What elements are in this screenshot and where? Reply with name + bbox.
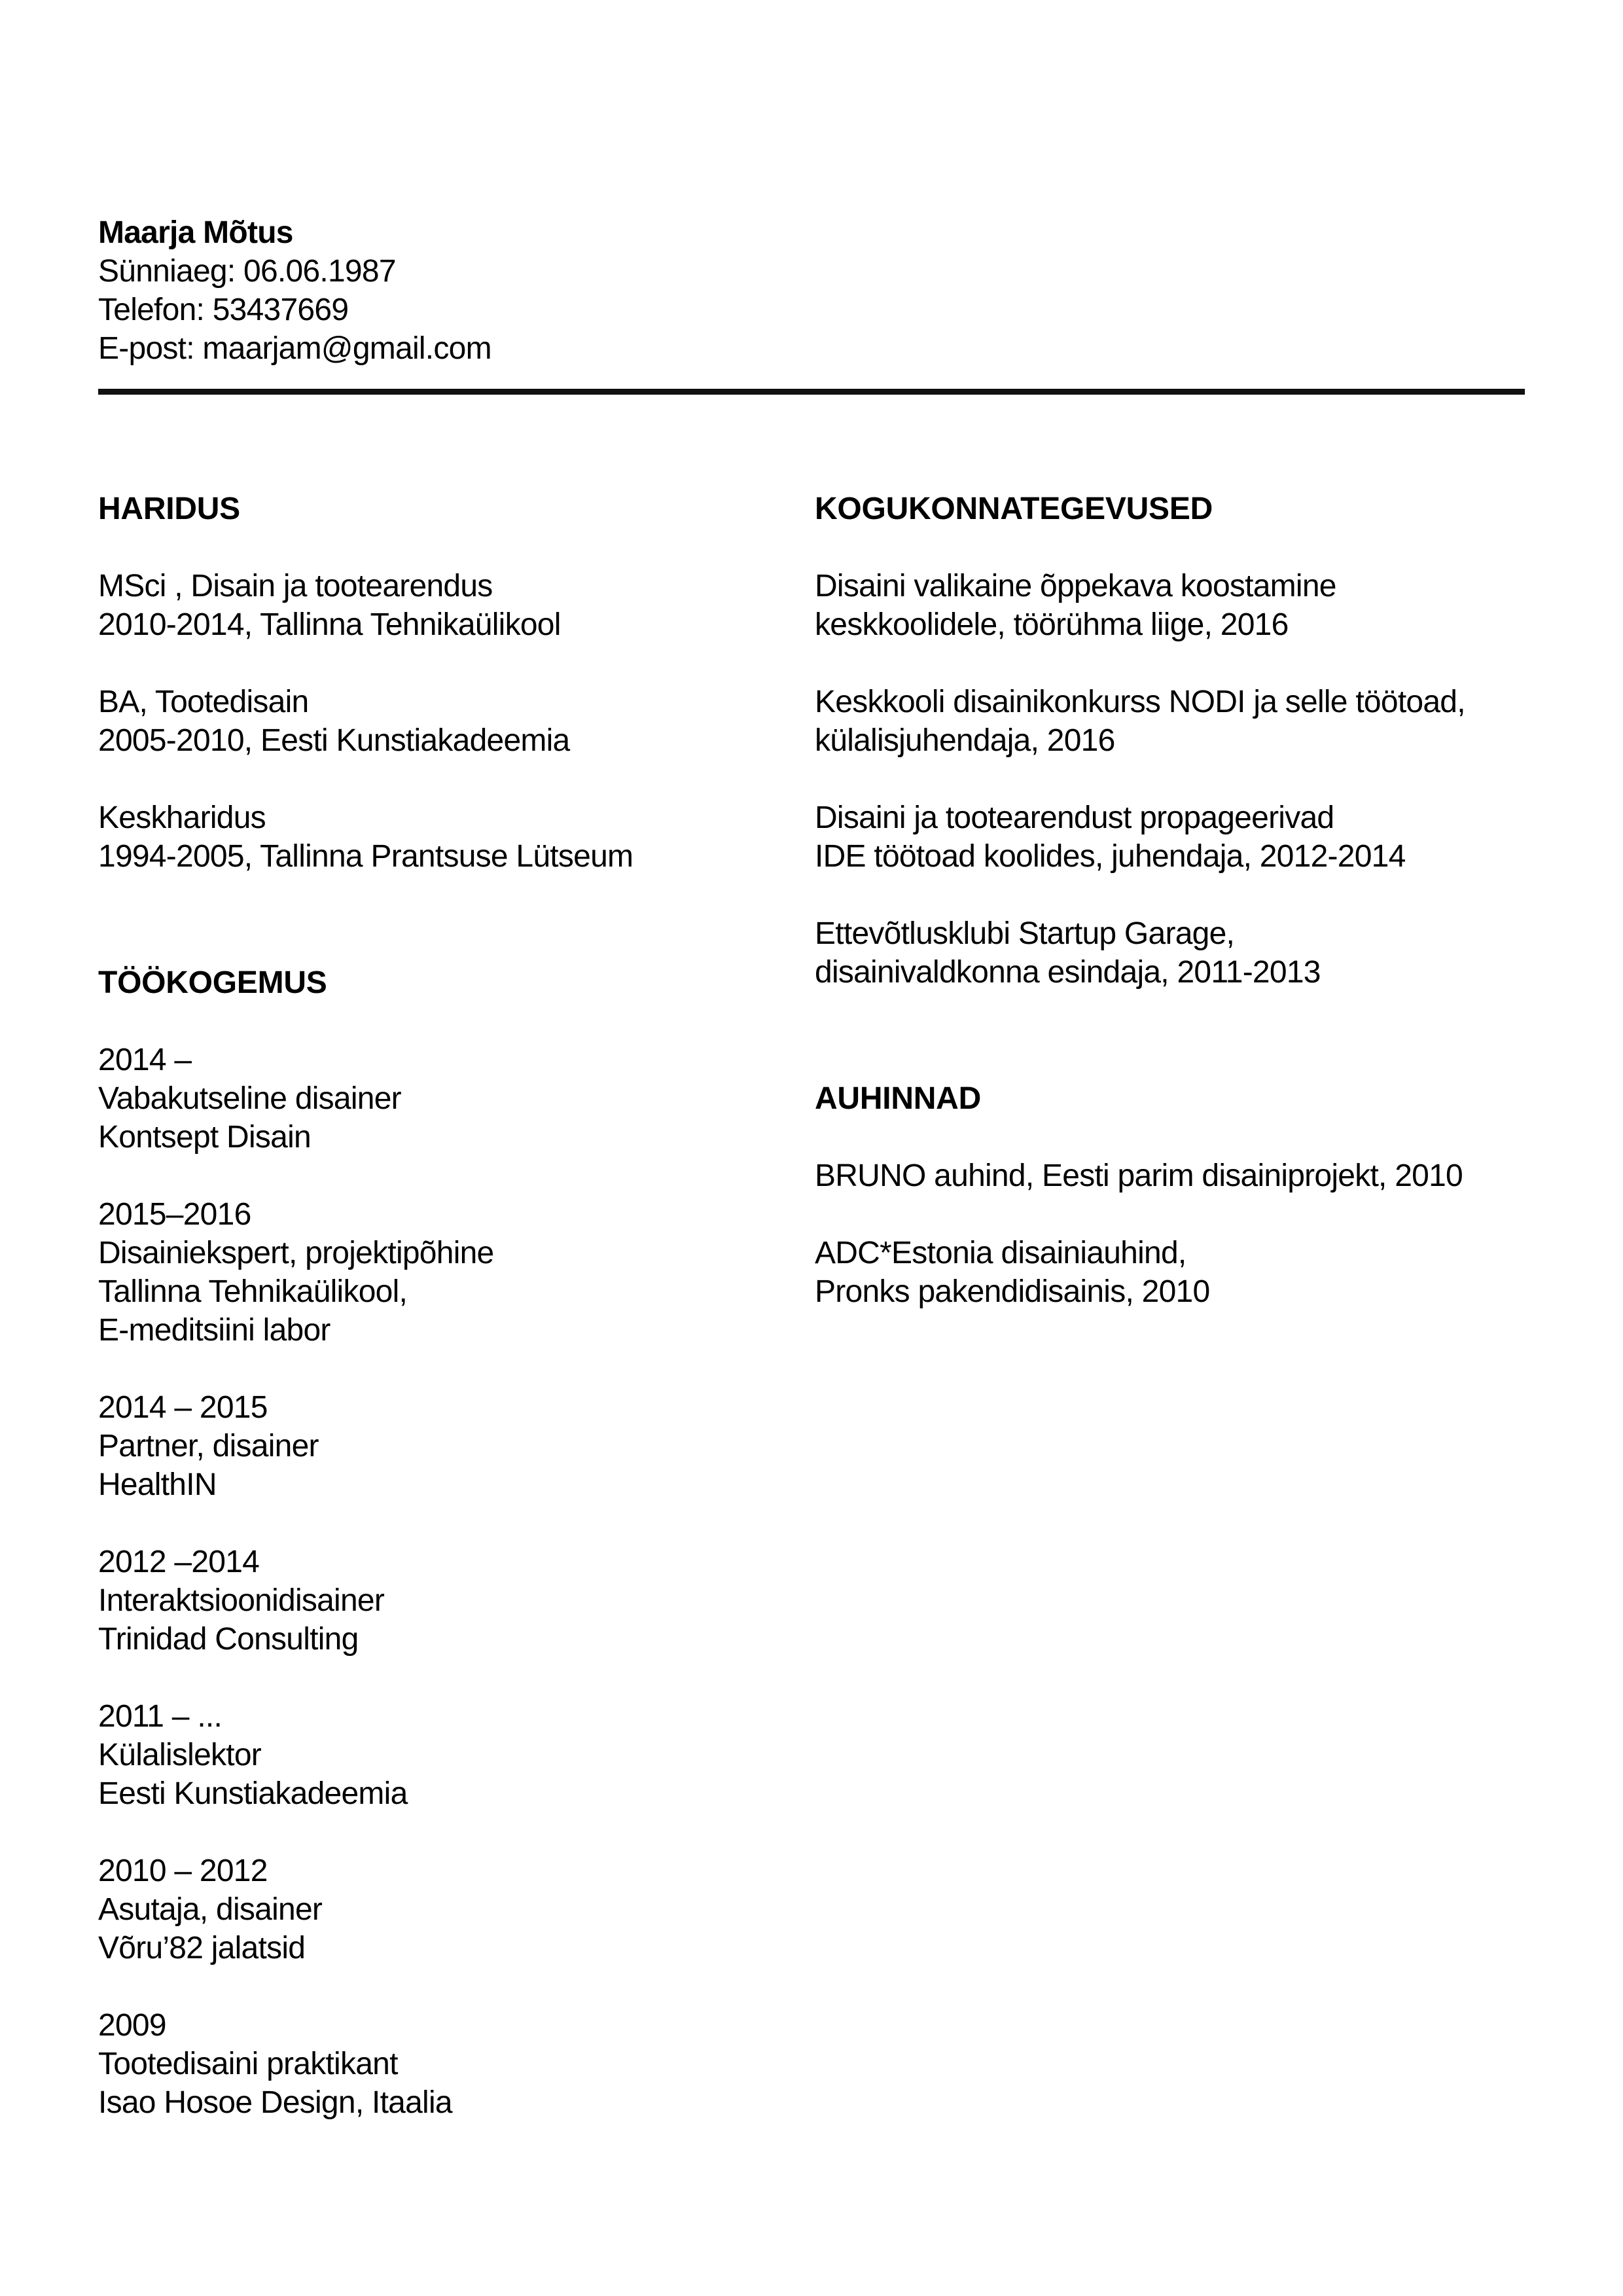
work-entry [98,1543,815,1659]
contact-birthdate: Sünniaeg: 06.06.1987 [98,254,396,289]
section-title-tookogemus: TÖÖKOGEMUS [98,965,327,1000]
contact-name: Maarja Mõtus [98,215,293,250]
award-entry [815,1157,1525,1195]
entry-line: IDE töötoad koolides, juhendaja, 2012-2014 [815,839,1406,874]
entry-line: Eesti Kunstiakadeemia [98,1776,408,1811]
section-haridus [98,490,815,914]
entry-line: Isao Hosoe Design, Itaalia [98,2085,452,2120]
entry-line: Tallinna Tehnikaülikool, [98,1274,408,1309]
section-title-auhinnad: AUHINNAD [815,1081,981,1116]
left-column [98,490,815,2161]
work-entry [98,2006,815,2122]
entry-line: BA, Tootedisain [98,685,309,719]
entry-line: keskkoolidele, töörühma liige, 2016 [815,607,1289,642]
entry-line: 2012 –2014 [98,1545,260,1579]
entry-line: ADC*Estonia disainiauhind, [815,1236,1186,1270]
community-entry [815,914,1525,992]
community-entry [815,567,1525,644]
entry-line: 2010-2014, Tallinna Tehnikaülikool [98,607,561,642]
education-entry [98,683,815,760]
section-title-haridus: HARIDUS [98,492,240,526]
education-entry [98,567,815,644]
entry-line: Disaini ja tootearendust propageerivad [815,800,1334,835]
entry-line: Trinidad Consulting [98,1622,359,1657]
work-entry [98,1852,815,1967]
work-entry [98,1697,815,1813]
entry-line: Pronks pakendidisainis, 2010 [815,1274,1210,1309]
entry-line: Keskkooli disainikonkurss NODI ja selle töötoad, [815,685,1465,719]
entry-line: Interaktsioonidisainer [98,1583,385,1618]
contact-phone: Telefon: 53437669 [98,293,349,327]
entry-line: külalisjuhendaja, 2016 [815,723,1115,758]
entry-line: E-meditsiini labor [98,1313,330,1348]
contact-header [98,0,1525,368]
right-column [815,490,1525,2161]
entry-line: 2014 – 2015 [98,1390,268,1425]
entry-line: BRUNO auhind, Eesti parim disainiprojekt, 2010 [815,1158,1463,1193]
entry-line: 2005-2010, Eesti Kunstiakadeemia [98,723,570,758]
entry-line: HealthIN [98,1467,217,1502]
entry-line: 2014 – [98,1043,192,1077]
section-auhinnad [815,1079,1525,1350]
entry-line: Külalislektor [98,1738,262,1772]
entry-line: Kontsept Disain [98,1120,311,1155]
entry-line: Keskharidus [98,800,266,835]
entry-line: Ettevõtlusklubi Startup Garage, [815,916,1235,951]
entry-line: Partner, disainer [98,1429,319,1463]
entry-line: 1994-2005, Tallinna Prantsuse Lütseum [98,839,633,874]
entry-line: 2010 – 2012 [98,1854,268,1888]
header-divider [98,389,1525,395]
entry-line: Disaini valikaine õppekava koostamine [815,569,1336,603]
entry-line: disainivaldkonna esindaja, 2011-2013 [815,955,1321,990]
section-tookogemus [98,963,815,2161]
work-entry [98,1041,815,1157]
education-entry [98,798,815,876]
entry-line: Asutaja, disainer [98,1892,323,1927]
entry-line: Vabakutseline disainer [98,1081,401,1116]
work-entry [98,1195,815,1350]
content-columns [98,490,1525,2161]
entry-line: 2015–2016 [98,1197,251,1232]
section-kogukonnategevused [815,490,1525,1030]
community-entry [815,798,1525,876]
community-entry [815,683,1525,760]
entry-line: Disainiekspert, projektipõhine [98,1236,494,1270]
work-entry [98,1388,815,1504]
entry-line: 2009 [98,2008,166,2043]
contact-email: E-post: maarjam@gmail.com [98,331,491,366]
entry-line: Võru’82 jalatsid [98,1931,306,1965]
entry-line: Tootedisaini praktikant [98,2047,398,2081]
award-entry [815,1234,1525,1311]
section-title-kogukonnategevused: KOGUKONNATEGEVUSED [815,492,1213,526]
entry-line: 2011 – ... [98,1699,223,1734]
entry-line: MSci , Disain ja tootearendus [98,569,493,603]
